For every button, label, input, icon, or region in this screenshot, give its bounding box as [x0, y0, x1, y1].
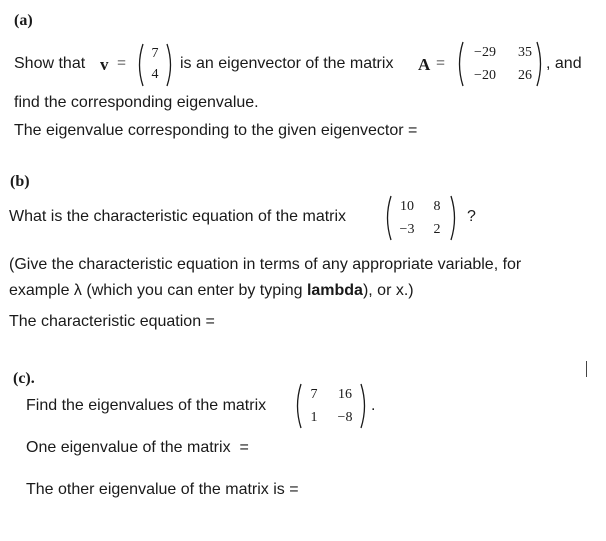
matrix-entry: 26 — [518, 68, 532, 83]
part-a-label: (a) — [14, 12, 33, 29]
part-b-question-mark: ? — [467, 208, 476, 225]
part-b-label: (b) — [10, 173, 30, 190]
hint-text: ), or x.) — [362, 282, 414, 299]
matrix-B — [383, 194, 459, 242]
matrix-C — [293, 382, 369, 430]
matrix-A-symbol: A — [418, 55, 431, 74]
part-c-question: Find the eigenvalues of the matrix — [26, 397, 267, 414]
matrix-entry: −3 — [399, 222, 415, 237]
part-a-show-that: Show that — [14, 55, 86, 72]
left-paren-icon — [135, 42, 145, 88]
matrix-entry: 8 — [433, 199, 441, 214]
matrix-A — [455, 40, 545, 88]
part-c-answer2-prompt: The other eigenvalue of the matrix is = — [26, 481, 299, 498]
part-c-answer1-prompt: One eigenvalue of the matrix = — [26, 439, 249, 456]
part-c-label: (c). — [13, 370, 35, 387]
part-a-find-text: find the corresponding eigenvalue. — [14, 94, 259, 111]
eigenvector-v — [135, 42, 175, 88]
part-b-answer-prompt: The characteristic equation = — [9, 313, 215, 330]
vector-entry: 7 — [151, 46, 159, 61]
left-paren-icon — [455, 40, 465, 88]
part-a-and-text: , and — [546, 55, 582, 72]
matrix-entry: 10 — [400, 199, 414, 214]
right-paren-icon — [165, 42, 175, 88]
part-b-hint-line2 — [9, 281, 414, 301]
matrix-entry: −8 — [337, 410, 353, 425]
text-cursor — [586, 361, 587, 377]
part-a-answer-prompt: The eigenvalue corresponding to the given eigenvector = — [14, 122, 418, 139]
equals-sign: = — [117, 55, 127, 72]
matrix-entry: 2 — [433, 222, 441, 237]
hint-keyword-lambda: lambda — [306, 282, 363, 299]
part-b-question: What is the characteristic equation of the matrix — [9, 208, 347, 225]
matrix-entry: 35 — [518, 45, 532, 60]
right-paren-icon — [535, 40, 545, 88]
vector-v-symbol: v — [100, 55, 109, 74]
hint-text: example λ (which you can enter by typing — [9, 282, 307, 299]
matrix-entry: −20 — [474, 68, 496, 83]
vector-entry: 4 — [151, 67, 159, 82]
part-a-eigenvector-text: is an eigenvector of the matrix — [180, 55, 394, 72]
left-paren-icon — [383, 194, 393, 242]
right-paren-icon — [449, 194, 459, 242]
matrix-entry: 7 — [310, 387, 318, 402]
part-b-hint-line1: (Give the characteristic equation in terms of any appropriate variable, for — [9, 256, 522, 273]
right-paren-icon — [359, 382, 369, 430]
equals-sign: = — [436, 55, 446, 72]
matrix-entry: 16 — [338, 387, 352, 402]
part-c-period: . — [371, 397, 376, 414]
matrix-entry: 1 — [310, 410, 318, 425]
matrix-entry: −29 — [474, 45, 496, 60]
